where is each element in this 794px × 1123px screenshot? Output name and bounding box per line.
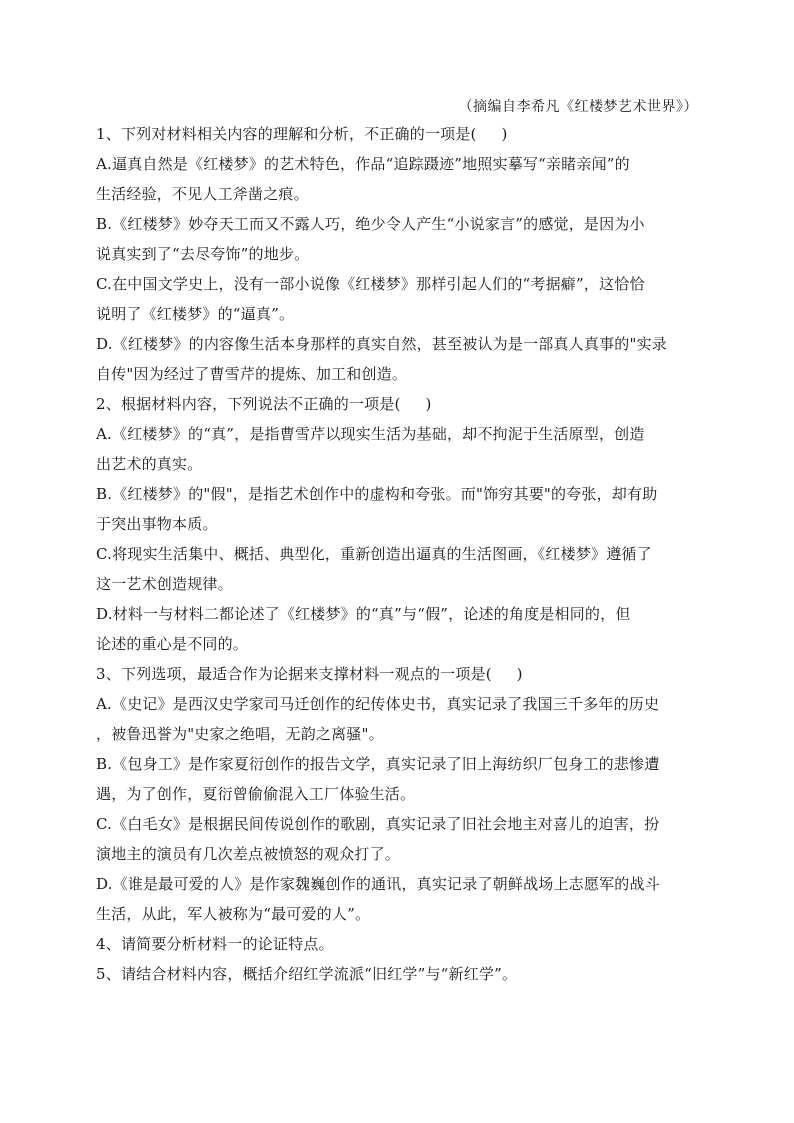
option-line: 生活，从此，军人被称为“最可爱的人”。: [96, 905, 371, 923]
option-line: 遇，为了创作，夏衍曾偷偷混入工厂体验生活。: [96, 785, 416, 803]
option-line: A.《红楼梦》的“真”，是指曹雪芹以现实生活为基础，却不拘泥于生活原型，创造: [96, 425, 645, 443]
option-line: 说明了《红楼梦》的“逼真”。: [96, 305, 295, 323]
question-2-option-c: [96, 544, 704, 594]
option-line: 出艺术的真实。: [96, 455, 203, 473]
option-line: A.逼真自然是《红楼梦》的艺术特色，作品“追踪蹑迹”地照实摹写“亲睹亲闻”的: [96, 155, 630, 173]
option-line: B.《包身工》是作家夏衍创作的报告文学，真实记录了旧上海纺织厂包身工的悲惨遭: [96, 755, 660, 773]
question-2-option-b: [96, 484, 704, 534]
question-1-option-c: [96, 274, 704, 324]
option-line: D.《红楼梦》的内容像生活本身那样的真实自然，甚至被认为是一部真人真事的"实录: [96, 335, 667, 353]
question-2-stem: 2、根据材料内容，下列说法不正确的一项是( ): [96, 395, 432, 413]
option-line: 这一艺术创造规律。: [96, 575, 233, 593]
question-5-stem: 5、请结合材料内容，概括介绍红学流派“旧红学”与“新红学”。: [96, 965, 518, 983]
option-line: C.在中国文学史上，没有一部小说像《红楼梦》那样引起人们的“考据癖”，这恰恰: [96, 275, 645, 293]
option-line: 说真实到了“去尽夸饰”的地步。: [96, 245, 310, 263]
question-3-option-a: [96, 694, 704, 744]
option-line: A.《史记》是西汉史学家司马迁创作的纪传体史书，真实记录了我国三千多年的历史: [96, 695, 660, 713]
option-line: ，被鲁迅誉为"史家之绝唱，无韵之离骚"。: [96, 725, 384, 743]
question-2-option-a: [96, 424, 704, 474]
option-line: 演地主的演员有几次差点被愤怒的观众打了。: [96, 845, 401, 863]
option-line: C.《白毛女》是根据民间传说创作的歌剧，真实记录了旧社会地主对喜儿的迫害，扮: [96, 815, 660, 833]
option-line: 于突出事物本质。: [96, 515, 218, 533]
question-3-stem: 3、下列选项，最适合作为论据来支撑材料一观点的一项是( ): [96, 665, 523, 683]
question-2-option-d: [96, 604, 704, 654]
source-citation: （摘编自李希凡《红楼梦艺术世界》）: [458, 99, 698, 115]
question-list: [96, 124, 704, 994]
question-4-stem: 4、请简要分析材料一的论证特点。: [96, 935, 334, 953]
option-line: D.《谁是最可爱的人》是作家魏巍创作的通讯，真实记录了朝鲜战场上志愿军的战斗: [96, 875, 660, 893]
option-line: 自传"因为经过了曹雪芹的提炼、加工和创造。: [96, 365, 408, 383]
question-3-option-c: [96, 814, 704, 864]
option-line: D.材料一与材料二都论述了《红楼梦》的“真”与“假”，论述的角度是相同的，但: [96, 605, 631, 623]
question-3-option-b: [96, 754, 704, 804]
question-3-option-d: [96, 874, 704, 924]
option-line: B.《红楼梦》妙夺天工而又不露人巧，绝少令人产生“小说家言”的感觉，是因为小: [96, 215, 645, 233]
question-1-option-d: [96, 334, 704, 384]
option-line: 生活经验，不见人工斧凿之痕。: [96, 185, 309, 203]
question-1-stem: 1、下列对材料相关内容的理解和分析，不正确的一项是( ): [96, 125, 508, 143]
option-line: B.《红楼梦》的"假"，是指艺术创作中的虚构和夸张。而"饰穷其要"的夸张，却有助: [96, 485, 658, 503]
option-line: 论述的重心是不同的。: [96, 635, 249, 653]
question-1-option-b: [96, 214, 704, 264]
question-1-option-a: [96, 154, 704, 204]
option-line: C.将现实生活集中、概括、典型化，重新创造出逼真的生活图画，《红楼梦》遵循了: [96, 545, 652, 563]
